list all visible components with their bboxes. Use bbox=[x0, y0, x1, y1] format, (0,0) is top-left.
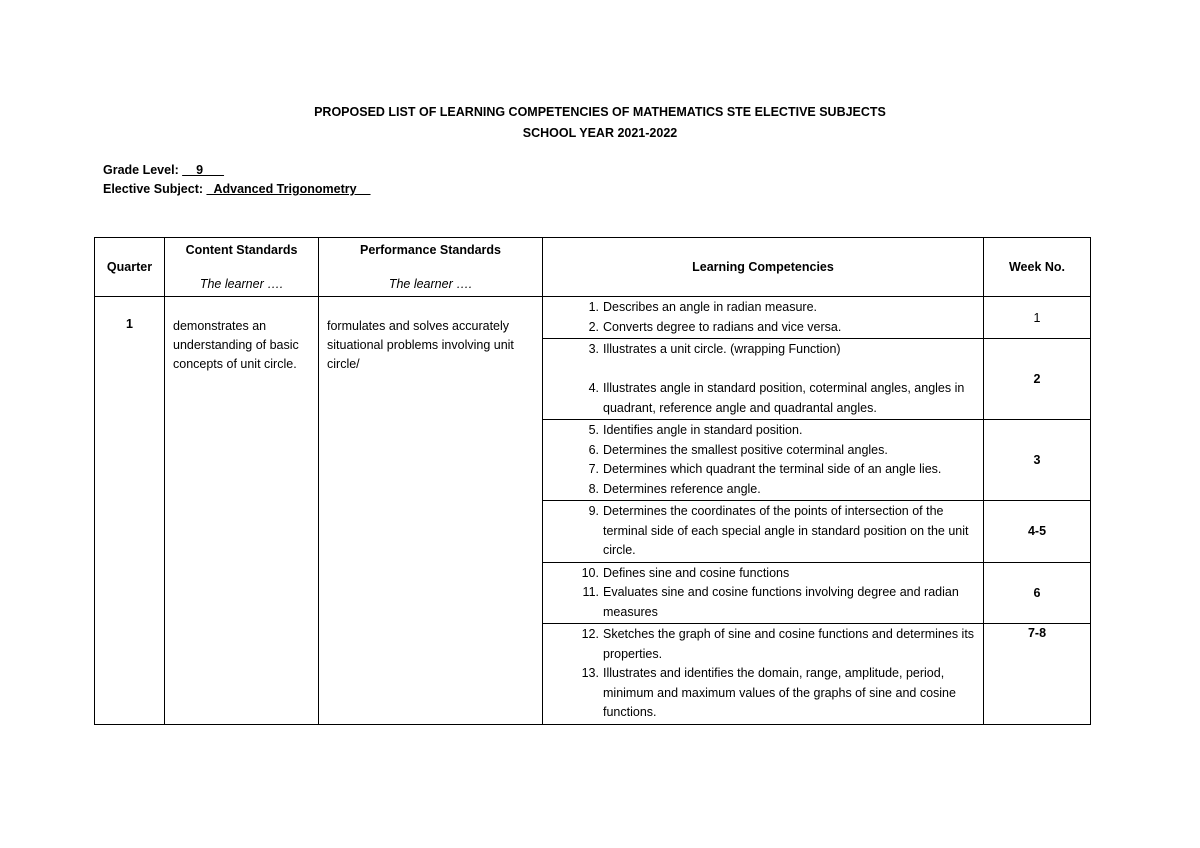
header-content-standards bbox=[165, 238, 319, 297]
week-cell: 4-5 bbox=[984, 501, 1091, 563]
week-cell: 7-8 bbox=[984, 624, 1091, 725]
list-item: 1. Describes an angle in radian measure. bbox=[588, 300, 818, 314]
header-performance-sub: The learner …. bbox=[388, 277, 473, 291]
table-header-row bbox=[95, 238, 1091, 297]
competency-cell bbox=[543, 624, 984, 725]
week-cell: 6 bbox=[984, 562, 1091, 624]
header-performance-standards bbox=[319, 238, 543, 297]
elective-subject-label: Elective Subject: bbox=[103, 182, 207, 196]
list-item: 11. Evaluates sine and cosine functions involving degree and radian measures bbox=[582, 585, 959, 619]
list-item: 6. Determines the smallest positive coterminal angles. bbox=[588, 442, 888, 457]
competency-cell bbox=[543, 562, 984, 624]
school-year: SCHOOL YEAR 2021-2022 bbox=[522, 126, 678, 140]
header-content-label: Content Standards bbox=[185, 243, 298, 257]
list-item: 13. Illustrates and identifies the domain, range, amplitude, period, minimum and maximum values of the graphs of sine and cosine functions. bbox=[581, 666, 956, 719]
list-item: 5. Identifies angle in standard position. bbox=[588, 423, 803, 437]
quarter-cell: 1 bbox=[95, 297, 165, 725]
elective-subject-value: _Advanced Trigonometry__ bbox=[206, 182, 371, 196]
elective-subject bbox=[103, 182, 370, 196]
list-item: 10. Defines sine and cosine functions bbox=[581, 565, 790, 580]
week-cell: 1 bbox=[984, 297, 1091, 339]
table-row bbox=[95, 297, 1091, 339]
performance-standard-cell: formulates and solves accurately situational problems involving unit circle/ bbox=[319, 297, 543, 725]
competency-cell bbox=[543, 420, 984, 501]
list-item: 7. Determines which quadrant the terminal side of an angle lies. bbox=[588, 462, 942, 476]
header-performance-label: Performance Standards bbox=[359, 243, 502, 257]
list-item: 9. Determines the coordinates of the points of intersection of the terminal side of each special angle in standard position on the unit circle. bbox=[588, 504, 969, 557]
content-standard-cell: demonstrates an understanding of basic concepts of unit circle. bbox=[165, 297, 319, 725]
document-title: PROPOSED LIST OF LEARNING COMPETENCIES OF MATHEMATICS STE ELECTIVE SUBJECTS bbox=[314, 105, 886, 119]
list-item: 2. Converts degree to radians and vice versa. bbox=[588, 319, 842, 334]
list-item: 8. Determines reference angle. bbox=[588, 481, 761, 496]
grade-level-label: Grade Level: bbox=[103, 163, 183, 177]
header-content-sub: The learner …. bbox=[199, 277, 284, 291]
competencies-table bbox=[94, 237, 1091, 725]
competency-cell bbox=[543, 339, 984, 420]
header-week-no: Week No. bbox=[984, 238, 1091, 297]
grade-level bbox=[103, 163, 224, 177]
week-cell: 3 bbox=[984, 420, 1091, 501]
list-item: 4. Illustrates angle in standard position, coterminal angles, angles in quadrant, reference angle and quadrantal angles. bbox=[588, 381, 965, 415]
list-item: 3. Illustrates a unit circle. (wrapping Function) bbox=[588, 342, 841, 356]
grade-level-value: __9___ bbox=[182, 163, 224, 177]
header-quarter: Quarter bbox=[95, 238, 165, 297]
competency-cell bbox=[543, 297, 984, 339]
week-cell: 2 bbox=[984, 339, 1091, 420]
header-learning-competencies: Learning Competencies bbox=[543, 238, 984, 297]
spacer bbox=[575, 360, 977, 380]
competency-cell bbox=[543, 501, 984, 563]
list-item: 12. Sketches the graph of sine and cosine functions and determines its properties. bbox=[581, 627, 975, 661]
